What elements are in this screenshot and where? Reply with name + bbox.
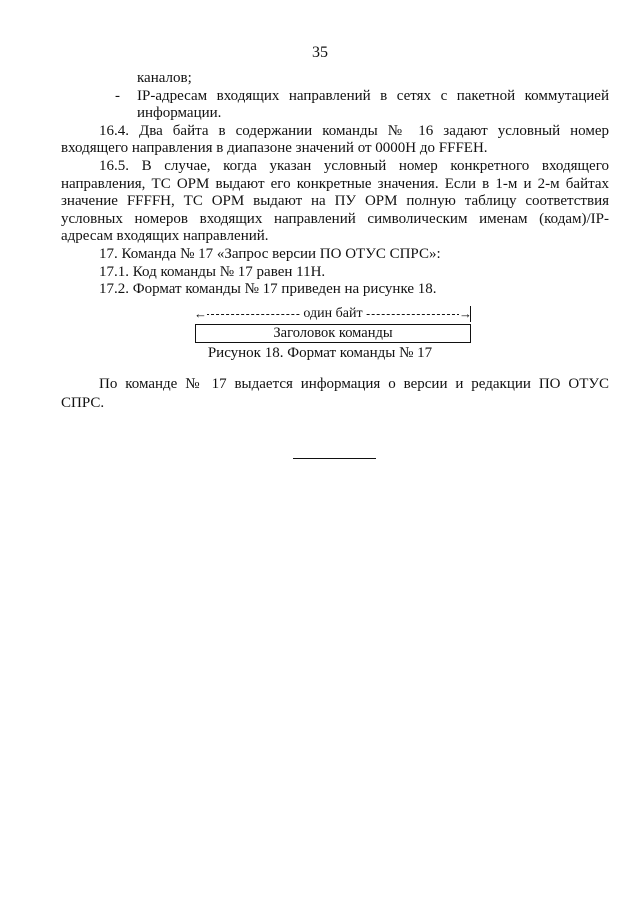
closing-line-1: По команде № 17 выдается информация о версии и редакции ПО ОТУС (99, 376, 609, 392)
paragraph-16-5-line-5: адресам входящих направлений. (61, 228, 269, 245)
paragraph-16-5-line-2: направления, ТС ОРМ выдают его конкретные значения. Если в 1-м и 2-м байтах (61, 175, 609, 192)
list-item-ip-addresses-cont: информации. (137, 105, 222, 122)
bullet-dash: - (115, 87, 120, 104)
arrow-right-icon: → (459, 306, 472, 321)
list-item-channels: каналов; (137, 70, 192, 86)
list-item-ip-addresses-text: IP-адресам входящих направлений в сетях с пакетной коммутацией (137, 87, 609, 104)
section-17-heading: 17. Команда № 17 «Запрос версии ПО ОТУС СПРС»: (99, 245, 441, 262)
byte-label-text: один байт (300, 306, 365, 321)
paragraph-16-4-line-1: 16.4. Два байта в содержании команды № 16 задают условный номер (99, 122, 609, 139)
byte-width-arrow (195, 306, 471, 322)
paragraph-17-1: 17.1. Код команды № 17 равен 11H. (99, 263, 326, 280)
closing-paragraph (61, 375, 609, 413)
command-header-field: Заголовок команды (195, 324, 471, 343)
byte-label (195, 306, 471, 322)
byte-tick-right (470, 306, 471, 322)
arrow-left-icon: ← (194, 306, 207, 321)
page-number: 35 (312, 44, 328, 61)
closing-line-2: СПРС. (61, 395, 105, 411)
figure-caption: Рисунок 18. Формат команды № 17 (207, 345, 433, 361)
paragraph-16-5-line-3: значение FFFFH, ТС ОРМ выдают на ПУ ОРМ полную таблицу соответствия (61, 193, 609, 210)
paragraph-16-4-line-2: входящего направления в диапазоне значений от 0000H до FFFEH. (61, 140, 488, 157)
paragraph-16-5-line-4: условных номеров входящих направлений символическим именам (кодам)/IP- (61, 210, 609, 227)
paragraph-17-2: 17.2. Формат команды № 17 приведен на рисунке 18. (99, 281, 437, 298)
list-item-ip-addresses (61, 88, 609, 106)
body-text (61, 70, 609, 299)
paragraph-16-5-line-1: 16.5. В случае, когда указан условный номер конкретного входящего (99, 157, 609, 174)
command-format-figure (195, 306, 471, 343)
end-of-section-rule (293, 458, 376, 459)
